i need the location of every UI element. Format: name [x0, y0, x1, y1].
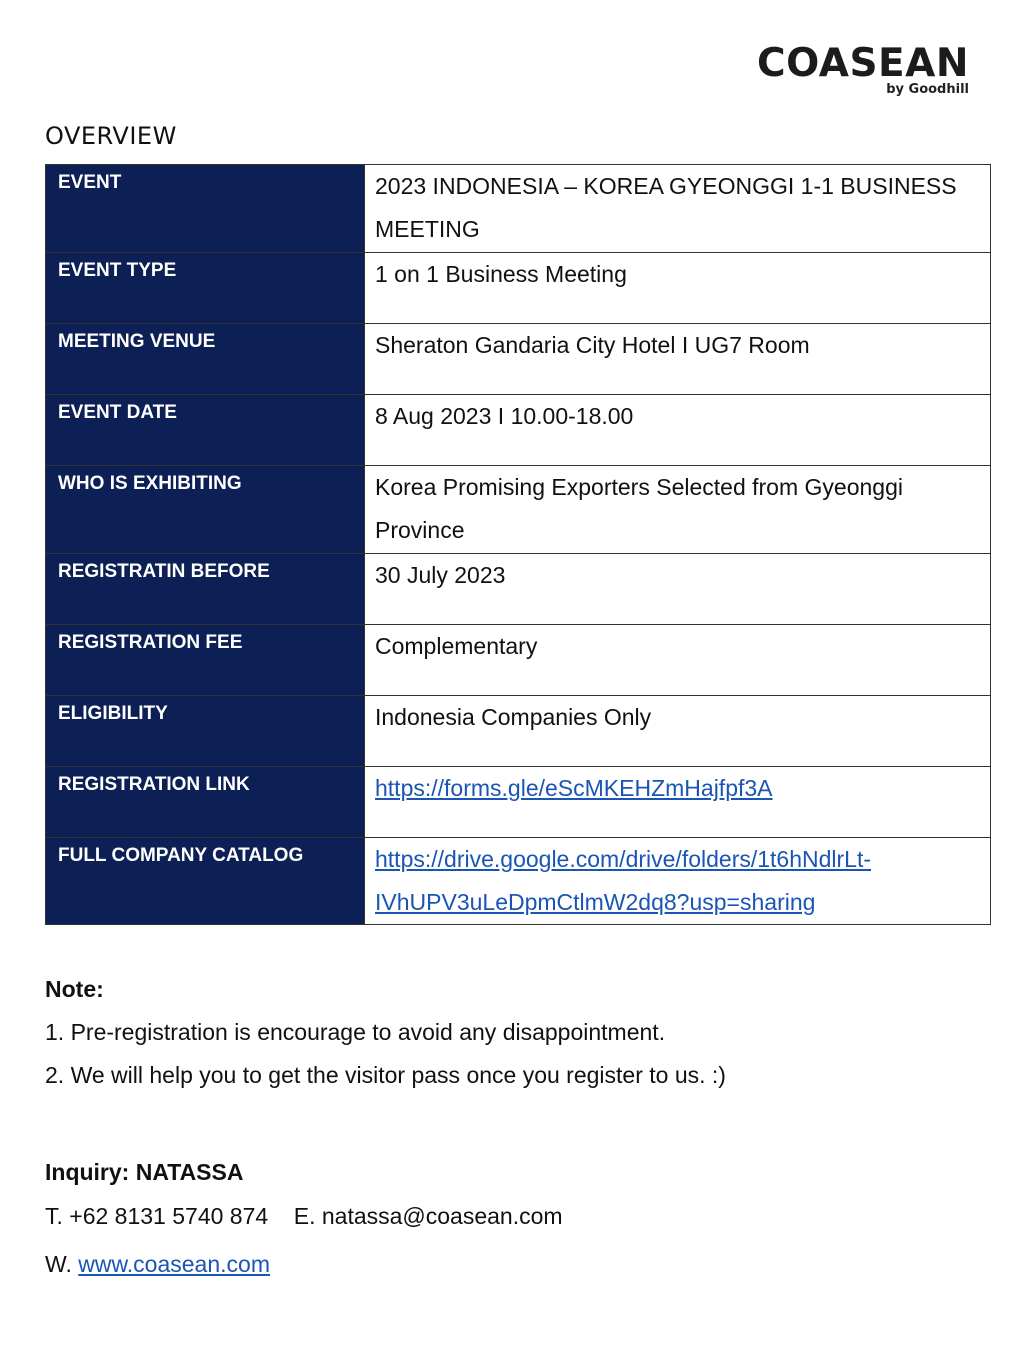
note-section	[45, 968, 726, 1097]
row-value: 2023 INDONESIA – KOREA GYEONGGI 1-1 BUSINESS MEETING	[365, 165, 991, 253]
table-row	[46, 696, 991, 767]
table-row	[46, 165, 991, 253]
row-value	[365, 838, 991, 925]
table-row	[46, 466, 991, 554]
row-label: EVENT	[46, 165, 365, 253]
registration-link[interactable]: https://forms.gle/eScMKEHZmHajfpf3A	[375, 775, 773, 801]
row-value: Indonesia Companies Only	[365, 696, 991, 767]
table-row	[46, 767, 991, 838]
table-row	[46, 554, 991, 625]
logo-tagline: by Goodhill	[886, 82, 969, 97]
row-label: REGISTRATION FEE	[46, 625, 365, 696]
row-label: MEETING VENUE	[46, 324, 365, 395]
table-row	[46, 253, 991, 324]
row-value: Complementary	[365, 625, 991, 696]
note-item: 2. We will help you to get the visitor pass once you register to us. :)	[45, 1062, 726, 1088]
section-title: OVERVIEW	[45, 122, 177, 150]
contact-line	[45, 1192, 563, 1240]
row-value: 1 on 1 Business Meeting	[365, 253, 991, 324]
inquiry-heading: Inquiry: NATASSA	[45, 1159, 244, 1185]
website-link[interactable]: www.coasean.com	[78, 1251, 270, 1277]
row-value	[365, 767, 991, 838]
catalog-link[interactable]	[375, 846, 871, 915]
row-label: REGISTRATIN BEFORE	[46, 554, 365, 625]
row-label: WHO IS EXHIBITING	[46, 466, 365, 554]
email-text: E. natassa@coasean.com	[293, 1203, 563, 1229]
row-label: FULL COMPANY CATALOG	[46, 838, 365, 925]
note-heading: Note:	[45, 976, 104, 1002]
row-value: 30 July 2023	[365, 554, 991, 625]
note-item: 1. Pre-registration is encourage to avoid any disappointment.	[45, 1019, 666, 1045]
table-row	[46, 395, 991, 466]
catalog-link-line-2[interactable]: IVhUPV3uLeDpmCtlmW2dq8?usp=sharing	[375, 889, 816, 915]
inquiry-section	[45, 1152, 563, 1288]
table-row	[46, 838, 991, 925]
row-label: EVENT DATE	[46, 395, 365, 466]
row-label: EVENT TYPE	[46, 253, 365, 324]
phone-text: T. +62 8131 5740 874	[45, 1203, 269, 1229]
overview-table	[45, 164, 991, 925]
row-value: Korea Promising Exporters Selected from Gyeonggi Province	[365, 466, 991, 554]
table-row	[46, 625, 991, 696]
row-value: Sheraton Gandaria City Hotel I UG7 Room	[365, 324, 991, 395]
coasean-logo	[757, 41, 969, 97]
table-row	[46, 324, 991, 395]
logo-wordmark: COASEAN	[757, 41, 969, 86]
website-line	[45, 1240, 563, 1288]
row-label: ELIGIBILITY	[46, 696, 365, 767]
web-prefix: W.	[45, 1251, 72, 1277]
row-value: 8 Aug 2023 I 10.00-18.00	[365, 395, 991, 466]
catalog-link-line-1[interactable]: https://drive.google.com/drive/folders/1t6hNdlrLt-	[375, 846, 872, 872]
row-label: REGISTRATION LINK	[46, 767, 365, 838]
